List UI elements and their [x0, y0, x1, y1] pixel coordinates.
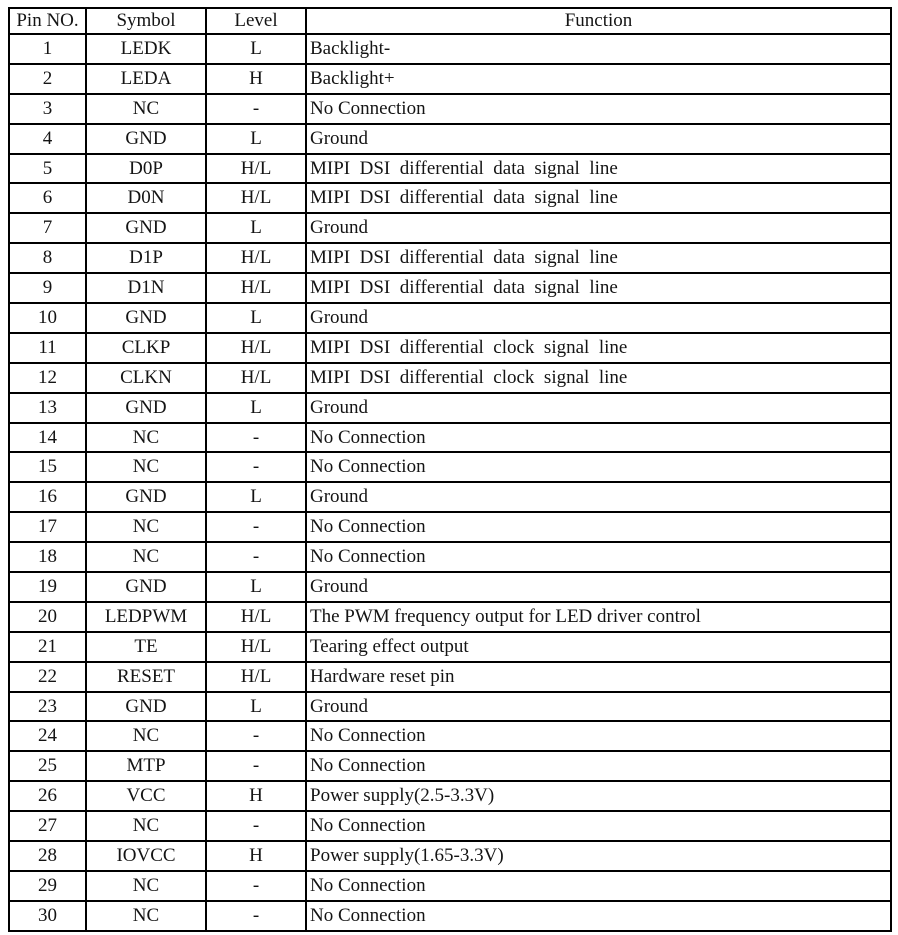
table-row: [9, 542, 891, 572]
level-cell: H/L: [206, 602, 306, 632]
pin-no-cell: 10: [9, 303, 86, 333]
function-cell: MIPI DSI differential clock signal line: [306, 333, 891, 363]
function-cell: MIPI DSI differential data signal line: [306, 154, 891, 184]
function-cell: The PWM frequency output for LED driver control: [306, 602, 891, 632]
function-cell: MIPI DSI differential data signal line: [306, 273, 891, 303]
level-cell: L: [206, 213, 306, 243]
pin-no-cell: 14: [9, 423, 86, 453]
symbol-cell: LEDA: [86, 64, 206, 94]
pin-no-cell: 7: [9, 213, 86, 243]
pin-no-cell: 12: [9, 363, 86, 393]
function-cell: Ground: [306, 482, 891, 512]
symbol-cell: MTP: [86, 751, 206, 781]
table-row: [9, 692, 891, 722]
pin-no-cell: 4: [9, 124, 86, 154]
level-cell: H: [206, 64, 306, 94]
function-cell: No Connection: [306, 512, 891, 542]
table-row: [9, 751, 891, 781]
function-cell: Ground: [306, 572, 891, 602]
table-row: [9, 781, 891, 811]
level-cell: -: [206, 423, 306, 453]
level-cell: L: [206, 572, 306, 602]
pin-no-cell: 15: [9, 452, 86, 482]
level-cell: L: [206, 34, 306, 64]
symbol-cell: D1N: [86, 273, 206, 303]
symbol-cell: NC: [86, 452, 206, 482]
level-cell: L: [206, 692, 306, 722]
symbol-cell: NC: [86, 901, 206, 931]
symbol-cell: GND: [86, 124, 206, 154]
symbol-cell: LEDK: [86, 34, 206, 64]
level-cell: -: [206, 811, 306, 841]
function-cell: No Connection: [306, 811, 891, 841]
level-cell: -: [206, 901, 306, 931]
symbol-cell: NC: [86, 94, 206, 124]
level-cell: H/L: [206, 154, 306, 184]
symbol-cell: D0N: [86, 183, 206, 213]
pin-no-cell: 2: [9, 64, 86, 94]
table-row: [9, 901, 891, 931]
symbol-cell: IOVCC: [86, 841, 206, 871]
pin-no-cell: 19: [9, 572, 86, 602]
function-cell: Backlight+: [306, 64, 891, 94]
level-cell: L: [206, 124, 306, 154]
level-cell: L: [206, 393, 306, 423]
level-cell: H/L: [206, 273, 306, 303]
level-cell: H/L: [206, 632, 306, 662]
level-cell: -: [206, 94, 306, 124]
symbol-cell: NC: [86, 512, 206, 542]
symbol-cell: D1P: [86, 243, 206, 273]
function-cell: Backlight-: [306, 34, 891, 64]
pin-no-cell: 27: [9, 811, 86, 841]
level-cell: H/L: [206, 333, 306, 363]
table-row: [9, 273, 891, 303]
table-row: [9, 602, 891, 632]
table-row: [9, 512, 891, 542]
level-cell: L: [206, 303, 306, 333]
table-row: [9, 423, 891, 453]
function-cell: Ground: [306, 692, 891, 722]
function-cell: Tearing effect output: [306, 632, 891, 662]
level-cell: -: [206, 721, 306, 751]
function-cell: No Connection: [306, 542, 891, 572]
level-cell: H: [206, 841, 306, 871]
pin-no-cell: 9: [9, 273, 86, 303]
symbol-cell: RESET: [86, 662, 206, 692]
table-row: [9, 482, 891, 512]
table-row: [9, 124, 891, 154]
table-row: [9, 213, 891, 243]
function-cell: No Connection: [306, 423, 891, 453]
table-row: [9, 721, 891, 751]
table-row: [9, 841, 891, 871]
symbol-cell: GND: [86, 393, 206, 423]
pin-no-cell: 5: [9, 154, 86, 184]
symbol-cell: NC: [86, 811, 206, 841]
table-row: [9, 393, 891, 423]
table-row: [9, 572, 891, 602]
pin-no-cell: 26: [9, 781, 86, 811]
table-row: [9, 452, 891, 482]
symbol-cell: NC: [86, 871, 206, 901]
level-cell: -: [206, 751, 306, 781]
symbol-cell: CLKN: [86, 363, 206, 393]
function-cell: No Connection: [306, 871, 891, 901]
table-row: [9, 632, 891, 662]
function-cell: No Connection: [306, 94, 891, 124]
table-row: [9, 94, 891, 124]
function-cell: Ground: [306, 124, 891, 154]
level-cell: H/L: [206, 363, 306, 393]
symbol-cell: GND: [86, 482, 206, 512]
pin-no-cell: 29: [9, 871, 86, 901]
pin-no-cell: 24: [9, 721, 86, 751]
header-level: Level: [206, 8, 306, 34]
function-cell: MIPI DSI differential clock signal line: [306, 363, 891, 393]
pin-no-cell: 30: [9, 901, 86, 931]
table-row: [9, 662, 891, 692]
function-cell: Ground: [306, 213, 891, 243]
pin-no-cell: 25: [9, 751, 86, 781]
symbol-cell: D0P: [86, 154, 206, 184]
pin-no-cell: 3: [9, 94, 86, 124]
pin-no-cell: 1: [9, 34, 86, 64]
table-row: [9, 363, 891, 393]
symbol-cell: NC: [86, 721, 206, 751]
pin-no-cell: 11: [9, 333, 86, 363]
table-row: [9, 333, 891, 363]
pin-no-cell: 28: [9, 841, 86, 871]
symbol-cell: TE: [86, 632, 206, 662]
pin-table-body: [9, 34, 891, 931]
function-cell: No Connection: [306, 751, 891, 781]
function-cell: Ground: [306, 303, 891, 333]
table-row: [9, 811, 891, 841]
level-cell: H/L: [206, 183, 306, 213]
table-row: [9, 243, 891, 273]
symbol-cell: LEDPWM: [86, 602, 206, 632]
level-cell: -: [206, 452, 306, 482]
level-cell: H: [206, 781, 306, 811]
function-cell: Power supply(2.5-3.3V): [306, 781, 891, 811]
pin-no-cell: 17: [9, 512, 86, 542]
function-cell: No Connection: [306, 901, 891, 931]
function-cell: MIPI DSI differential data signal line: [306, 243, 891, 273]
pin-no-cell: 13: [9, 393, 86, 423]
function-cell: Hardware reset pin: [306, 662, 891, 692]
symbol-cell: GND: [86, 303, 206, 333]
function-cell: No Connection: [306, 452, 891, 482]
pin-no-cell: 16: [9, 482, 86, 512]
symbol-cell: GND: [86, 572, 206, 602]
table-row: [9, 871, 891, 901]
symbol-cell: GND: [86, 692, 206, 722]
level-cell: H/L: [206, 662, 306, 692]
symbol-cell: CLKP: [86, 333, 206, 363]
table-row: [9, 64, 891, 94]
header-row: [9, 8, 891, 34]
level-cell: -: [206, 871, 306, 901]
table-row: [9, 303, 891, 333]
pin-no-cell: 18: [9, 542, 86, 572]
table-row: [9, 34, 891, 64]
table-row: [9, 183, 891, 213]
pin-no-cell: 20: [9, 602, 86, 632]
pin-definition-table: [8, 7, 892, 932]
function-cell: Ground: [306, 393, 891, 423]
function-cell: No Connection: [306, 721, 891, 751]
header-function: Function: [306, 8, 891, 34]
symbol-cell: GND: [86, 213, 206, 243]
pin-no-cell: 6: [9, 183, 86, 213]
level-cell: L: [206, 482, 306, 512]
function-cell: Power supply(1.65-3.3V): [306, 841, 891, 871]
level-cell: H/L: [206, 243, 306, 273]
pin-no-cell: 22: [9, 662, 86, 692]
header-pin-no: Pin NO.: [9, 8, 86, 34]
level-cell: -: [206, 512, 306, 542]
table-row: [9, 154, 891, 184]
symbol-cell: NC: [86, 423, 206, 453]
pin-no-cell: 21: [9, 632, 86, 662]
function-cell: MIPI DSI differential data signal line: [306, 183, 891, 213]
symbol-cell: VCC: [86, 781, 206, 811]
header-symbol: Symbol: [86, 8, 206, 34]
pin-no-cell: 23: [9, 692, 86, 722]
level-cell: -: [206, 542, 306, 572]
symbol-cell: NC: [86, 542, 206, 572]
pin-no-cell: 8: [9, 243, 86, 273]
